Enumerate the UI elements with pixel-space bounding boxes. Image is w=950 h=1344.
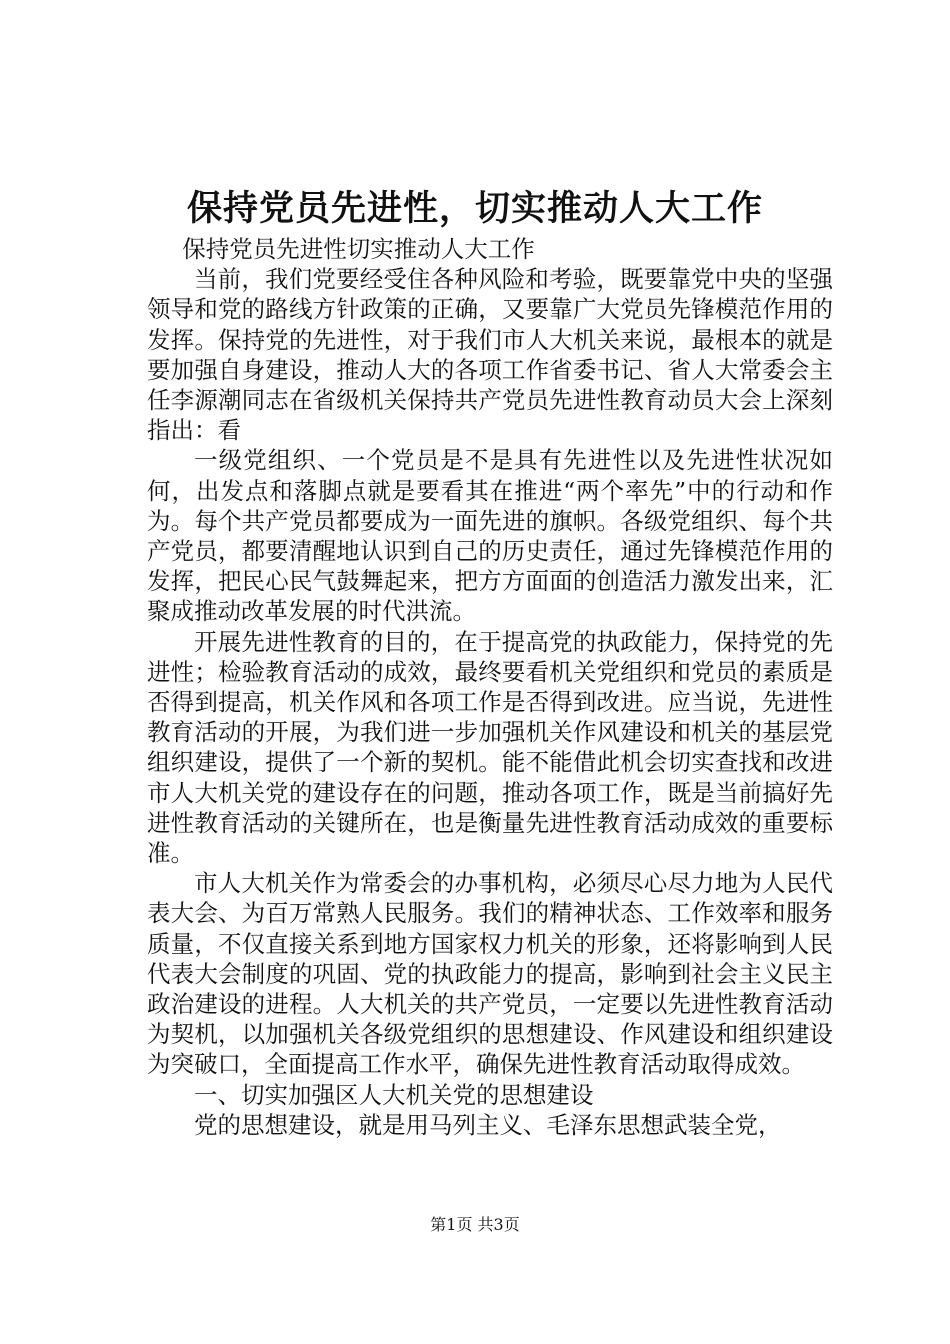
document-title: 保持党员先进性，切实推动人大工作 (186, 188, 763, 229)
paragraph-5: 党的思想建设，就是用马列主义、毛泽东思想武装全党， (194, 1110, 782, 1139)
paragraph-4: 市人大机关作为常委会的办事机构，必须尽心尽力地为人民代表大会、为百万常熟人民服务。我们的精神状态、工作效率和服务质量，不仅直接关系到地方国家权力机关的形象，还将影响到人民代表大会制度的巩固、党的执政能力的提高，影响到社会主义民主政治建设的进程。人大机关的共产党员，一定要以先进性教育活动为契机，以加强机关各级党组织的思想建设、作风建设和组织建设为突破口，全面提高工作水平，确保先进性教育活动取得成效。 (147, 869, 833, 1079)
section-heading-1: 一、切实加强区人大机关党的思想建设 (194, 1080, 594, 1109)
page-number-footer: 第1页 共3页 (430, 1215, 520, 1234)
paragraph-1: 当前，我们党要经受住各种风险和考验，既要靠党中央的坚强领导和党的路线方针政策的正确，又要靠广大党员先锋模范作用的发挥。保持党的先进性，对于我们市人大机关来说，最根本的就是要加强自身建设，推动人大的各项工作省委书记、省人大常委会主任李源潮同志在省级机关保持共产党员先进性教育动员大会上深刻指出：看 (147, 265, 833, 445)
paragraph-2: 一级党组织、一个党员是不是具有先进性以及先进性状况如何，出发点和落脚点就是要看其在推进“两个率先”中的行动和作为。每个共产党员都要成为一面先进的旗帜。各级党组织、每个共产党员，都要清醒地认识到自己的历史责任，通过先锋模范作用的发挥，把民心民气鼓舞起来，把方方面面的创造活力激发出来，汇聚成推动改革发展的时代洪流。 (147, 446, 833, 626)
document-subtitle: 保持党员先进性切实推动人大工作 (182, 235, 535, 263)
document-body (147, 234, 833, 1140)
paragraph-3: 开展先进性教育的目的，在于提高党的执政能力，保持党的先进性；检验教育活动的成效，最终要看机关党组织和党员的素质是否得到提高，机关作风和各项工作是否得到改进。应当说，先进性教育活动的开展，为我们进一步加强机关作风建设和机关的基层党组织建设，提供了一个新的契机。能不能借此机会切实查找和改进市人大机关党的建设存在的问题，推动各项工作，既是当前搞好先进性教育活动的关键所在，也是衡量先进性教育活动成效的重要标准。 (147, 627, 833, 868)
